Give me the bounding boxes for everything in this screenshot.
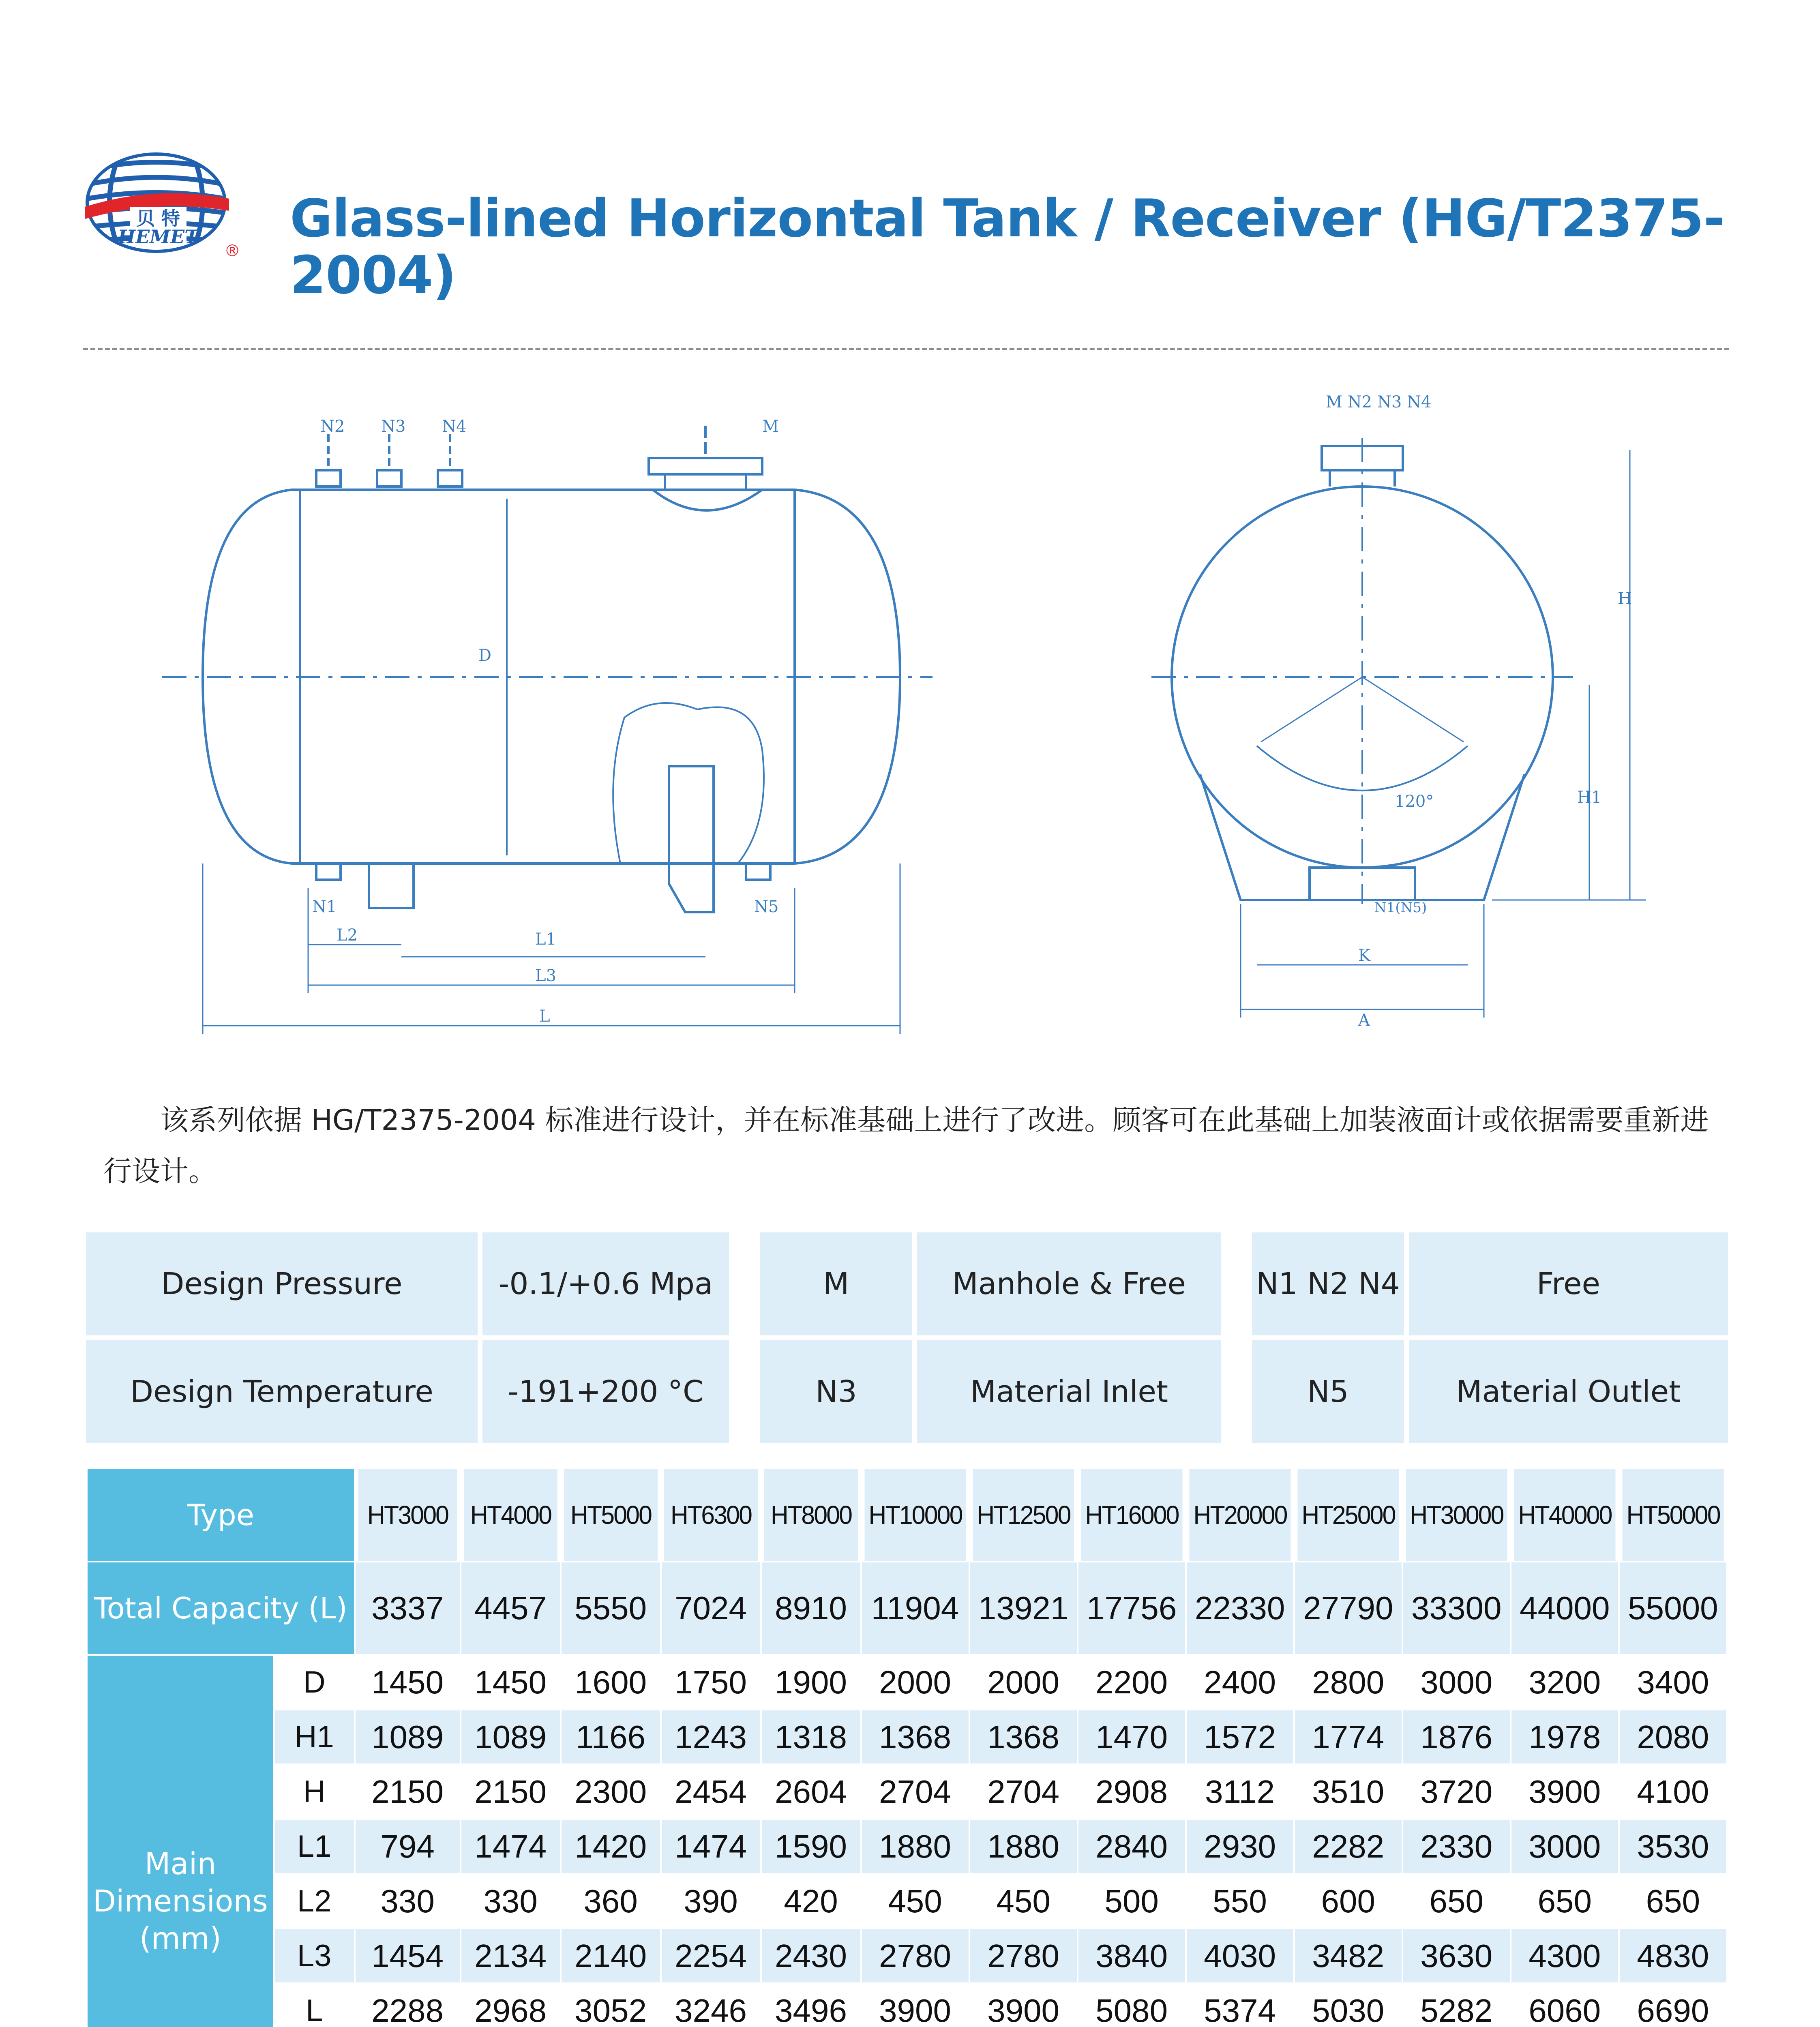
label-h: H	[1618, 589, 1632, 608]
capacity-cell: 44000	[1511, 1562, 1619, 1655]
value-cell: 2140	[561, 1928, 661, 1983]
table-row	[87, 1819, 1727, 1874]
value-cell: 2968	[461, 1983, 561, 2027]
value-cell: 1089	[461, 1710, 561, 1764]
label-n2: N2	[320, 417, 345, 436]
value-cell: 2908	[1078, 1764, 1186, 1819]
value-cell: 2200	[1078, 1655, 1186, 1710]
value-cell: 1880	[861, 1819, 969, 1874]
value-cell: 1474	[461, 1819, 561, 1874]
value-cell: 1166	[561, 1710, 661, 1764]
label-d: D	[478, 646, 492, 665]
capacity-cell: 22330	[1186, 1562, 1294, 1655]
type-header: Type	[87, 1468, 355, 1562]
value-cell: 1978	[1511, 1710, 1619, 1764]
type-cell: HT10000	[864, 1468, 967, 1562]
label-angle: 120°	[1395, 792, 1434, 811]
value-cell: 1474	[661, 1819, 761, 1874]
value-cell: 5282	[1402, 1983, 1511, 2027]
value-cell: 2282	[1294, 1819, 1402, 1874]
value-cell: 2254	[661, 1928, 761, 1983]
value-cell: 3510	[1294, 1764, 1402, 1819]
value-cell: 794	[355, 1819, 461, 1874]
label-h1: H1	[1577, 788, 1602, 807]
value-cell: 2150	[461, 1764, 561, 1819]
spec-m-label: M	[760, 1232, 912, 1335]
value-cell: 1420	[561, 1819, 661, 1874]
logo-en-text: HEMET	[118, 226, 199, 248]
value-cell: 1450	[461, 1655, 561, 1710]
label-l2: L2	[337, 926, 358, 945]
value-cell: 2800	[1294, 1655, 1402, 1710]
value-cell: 1089	[355, 1710, 461, 1764]
value-cell: 2300	[561, 1764, 661, 1819]
value-cell: 600	[1294, 1874, 1402, 1928]
value-cell: 3900	[1511, 1764, 1619, 1819]
label-n4: N4	[442, 417, 467, 436]
value-cell: 330	[355, 1874, 461, 1928]
spec-n1n2n4-value: Free	[1409, 1232, 1728, 1335]
value-cell: 1600	[561, 1655, 661, 1710]
value-cell: 3000	[1402, 1655, 1511, 1710]
value-cell: 2080	[1619, 1710, 1727, 1764]
table-row	[87, 1874, 1727, 1928]
value-cell: 2134	[461, 1928, 561, 1983]
label-n5: N5	[754, 898, 779, 916]
value-cell: 1318	[761, 1710, 861, 1764]
value-cell: 3000	[1511, 1819, 1619, 1874]
type-cell: HT12500	[972, 1468, 1075, 1562]
spec-n3-label: N3	[760, 1340, 912, 1443]
value-cell: 2454	[661, 1764, 761, 1819]
spec-design-pressure-value: -0.1/+0.6 Mpa	[482, 1232, 729, 1335]
value-cell: 2780	[969, 1928, 1078, 1983]
capacity-cell: 33300	[1402, 1562, 1511, 1655]
table-row	[87, 1764, 1727, 1819]
value-cell: 1243	[661, 1710, 761, 1764]
table-row	[87, 1983, 1727, 2027]
value-cell: 4300	[1511, 1928, 1619, 1983]
table-row	[87, 1710, 1727, 1764]
label-n1: N1	[312, 898, 337, 916]
spec-design-pressure-label: Design Pressure	[86, 1232, 478, 1335]
value-cell: 390	[661, 1874, 761, 1928]
value-cell: 2000	[861, 1655, 969, 1710]
value-cell: 3200	[1511, 1655, 1619, 1710]
capacity-cell: 7024	[661, 1562, 761, 1655]
type-cell: HT16000	[1080, 1468, 1183, 1562]
value-cell: 3530	[1619, 1819, 1727, 1874]
label-a: A	[1358, 1011, 1370, 1030]
value-cell: 3400	[1619, 1655, 1727, 1710]
value-cell: 1470	[1078, 1710, 1186, 1764]
tank-technical-drawing	[0, 377, 1820, 1066]
value-cell: 3900	[861, 1983, 969, 2027]
row-key: L2	[274, 1874, 355, 1928]
description-text: 该系列依据 HG/T2375-2004 标准进行设计，并在标准基础上进行了改进。顾客可在此基础上加装液面计或依据需要重新进行设计。	[103, 1103, 1709, 1188]
type-cell: HT20000	[1188, 1468, 1291, 1562]
spec-m-value: Manhole & Free	[917, 1232, 1221, 1335]
capacity-cell: 27790	[1294, 1562, 1402, 1655]
capacity-cell: 13921	[969, 1562, 1078, 1655]
value-cell: 5080	[1078, 1983, 1186, 2027]
value-cell: 1900	[761, 1655, 861, 1710]
row-key: L3	[274, 1928, 355, 1983]
value-cell: 500	[1078, 1874, 1186, 1928]
value-cell: 2780	[861, 1928, 969, 1983]
label-k: K	[1358, 946, 1370, 965]
type-cell: HT25000	[1297, 1468, 1400, 1562]
value-cell: 3112	[1186, 1764, 1294, 1819]
value-cell: 1450	[355, 1655, 461, 1710]
spec-n5-label: N5	[1252, 1340, 1404, 1443]
spec-design-temperature-value: -191+200 °C	[482, 1340, 729, 1443]
value-cell: 2430	[761, 1928, 861, 1983]
spec-design-temperature-label: Design Temperature	[86, 1340, 478, 1443]
capacity-cell: 8910	[761, 1562, 861, 1655]
page-title: Glass-lined Horizontal Tank / Receiver (HG/T2375-2004)	[290, 189, 1725, 306]
capacity-cell: 55000	[1619, 1562, 1727, 1655]
value-cell: 2704	[969, 1764, 1078, 1819]
type-cell: HT6300	[663, 1468, 759, 1562]
label-n1n5: N1(N5)	[1374, 900, 1427, 916]
value-cell: 3900	[969, 1983, 1078, 2027]
label-m: M	[762, 417, 779, 436]
value-cell: 1572	[1186, 1710, 1294, 1764]
spec-n1n2n4-label: N1 N2 N4	[1252, 1232, 1404, 1335]
value-cell: 6060	[1511, 1983, 1619, 2027]
row-key: L	[274, 1983, 355, 2027]
label-l3: L3	[535, 966, 557, 985]
row-key: L1	[274, 1819, 355, 1874]
value-cell: 650	[1511, 1874, 1619, 1928]
label-l1: L1	[535, 930, 557, 949]
capacity-header: Total Capacity (L)	[87, 1562, 355, 1655]
value-cell: 2330	[1402, 1819, 1511, 1874]
logo-cn-text: 贝 特	[136, 208, 180, 229]
table-row	[87, 1928, 1727, 1983]
type-cell: HT8000	[763, 1468, 859, 1562]
value-cell: 2930	[1186, 1819, 1294, 1874]
capacity-cell: 11904	[861, 1562, 969, 1655]
value-cell: 2704	[861, 1764, 969, 1819]
value-cell: 3482	[1294, 1928, 1402, 1983]
value-cell: 450	[861, 1874, 969, 1928]
type-cell: HT50000	[1622, 1468, 1725, 1562]
value-cell: 1454	[355, 1928, 461, 1983]
table-row	[87, 1468, 1727, 1562]
value-cell: 2604	[761, 1764, 861, 1819]
type-cell: HT5000	[563, 1468, 658, 1562]
row-key: H1	[274, 1710, 355, 1764]
dimensions-table	[86, 1468, 1728, 2027]
value-cell: 550	[1186, 1874, 1294, 1928]
value-cell: 5374	[1186, 1983, 1294, 2027]
value-cell: 2840	[1078, 1819, 1186, 1874]
type-cell: HT3000	[357, 1468, 458, 1562]
value-cell: 360	[561, 1874, 661, 1928]
value-cell: 4030	[1186, 1928, 1294, 1983]
table-row	[87, 1562, 1727, 1655]
value-cell: 3840	[1078, 1928, 1186, 1983]
value-cell: 2150	[355, 1764, 461, 1819]
type-cell: HT40000	[1513, 1468, 1616, 1562]
value-cell: 3720	[1402, 1764, 1511, 1819]
value-cell: 420	[761, 1874, 861, 1928]
value-cell: 450	[969, 1874, 1078, 1928]
main-dimensions-label: Main Dimensions (mm)	[87, 1655, 274, 2027]
value-cell: 1774	[1294, 1710, 1402, 1764]
label-n3: N3	[381, 417, 406, 436]
value-cell: 1368	[861, 1710, 969, 1764]
registered-mark: ®	[224, 242, 240, 260]
value-cell: 650	[1619, 1874, 1727, 1928]
spec-n3-value: Material Inlet	[917, 1340, 1221, 1443]
value-cell: 4100	[1619, 1764, 1727, 1819]
capacity-cell: 5550	[561, 1562, 661, 1655]
value-cell: 1880	[969, 1819, 1078, 1874]
table-row	[87, 1655, 1727, 1710]
value-cell: 650	[1402, 1874, 1511, 1928]
spec-n5-value: Material Outlet	[1409, 1340, 1728, 1443]
hemet-logo	[83, 146, 245, 264]
capacity-cell: 17756	[1078, 1562, 1186, 1655]
capacity-cell: 3337	[355, 1562, 461, 1655]
value-cell: 5030	[1294, 1983, 1402, 2027]
label-l: L	[539, 1007, 550, 1026]
value-cell: 2400	[1186, 1655, 1294, 1710]
value-cell: 3496	[761, 1983, 861, 2027]
row-key: D	[274, 1655, 355, 1710]
capacity-cell: 4457	[461, 1562, 561, 1655]
value-cell: 330	[461, 1874, 561, 1928]
type-cell: HT4000	[463, 1468, 558, 1562]
value-cell: 3630	[1402, 1928, 1511, 1983]
row-key: H	[274, 1764, 355, 1819]
value-cell: 1750	[661, 1655, 761, 1710]
label-end-top: M N2 N3 N4	[1326, 393, 1432, 411]
value-cell: 3246	[661, 1983, 761, 2027]
value-cell: 4830	[1619, 1928, 1727, 1983]
value-cell: 2000	[969, 1655, 1078, 1710]
value-cell: 1876	[1402, 1710, 1511, 1764]
type-cell: HT30000	[1405, 1468, 1508, 1562]
value-cell: 2288	[355, 1983, 461, 2027]
value-cell: 6690	[1619, 1983, 1727, 2027]
value-cell: 1590	[761, 1819, 861, 1874]
dashed-divider	[83, 348, 1729, 350]
value-cell: 3052	[561, 1983, 661, 2027]
value-cell: 1368	[969, 1710, 1078, 1764]
